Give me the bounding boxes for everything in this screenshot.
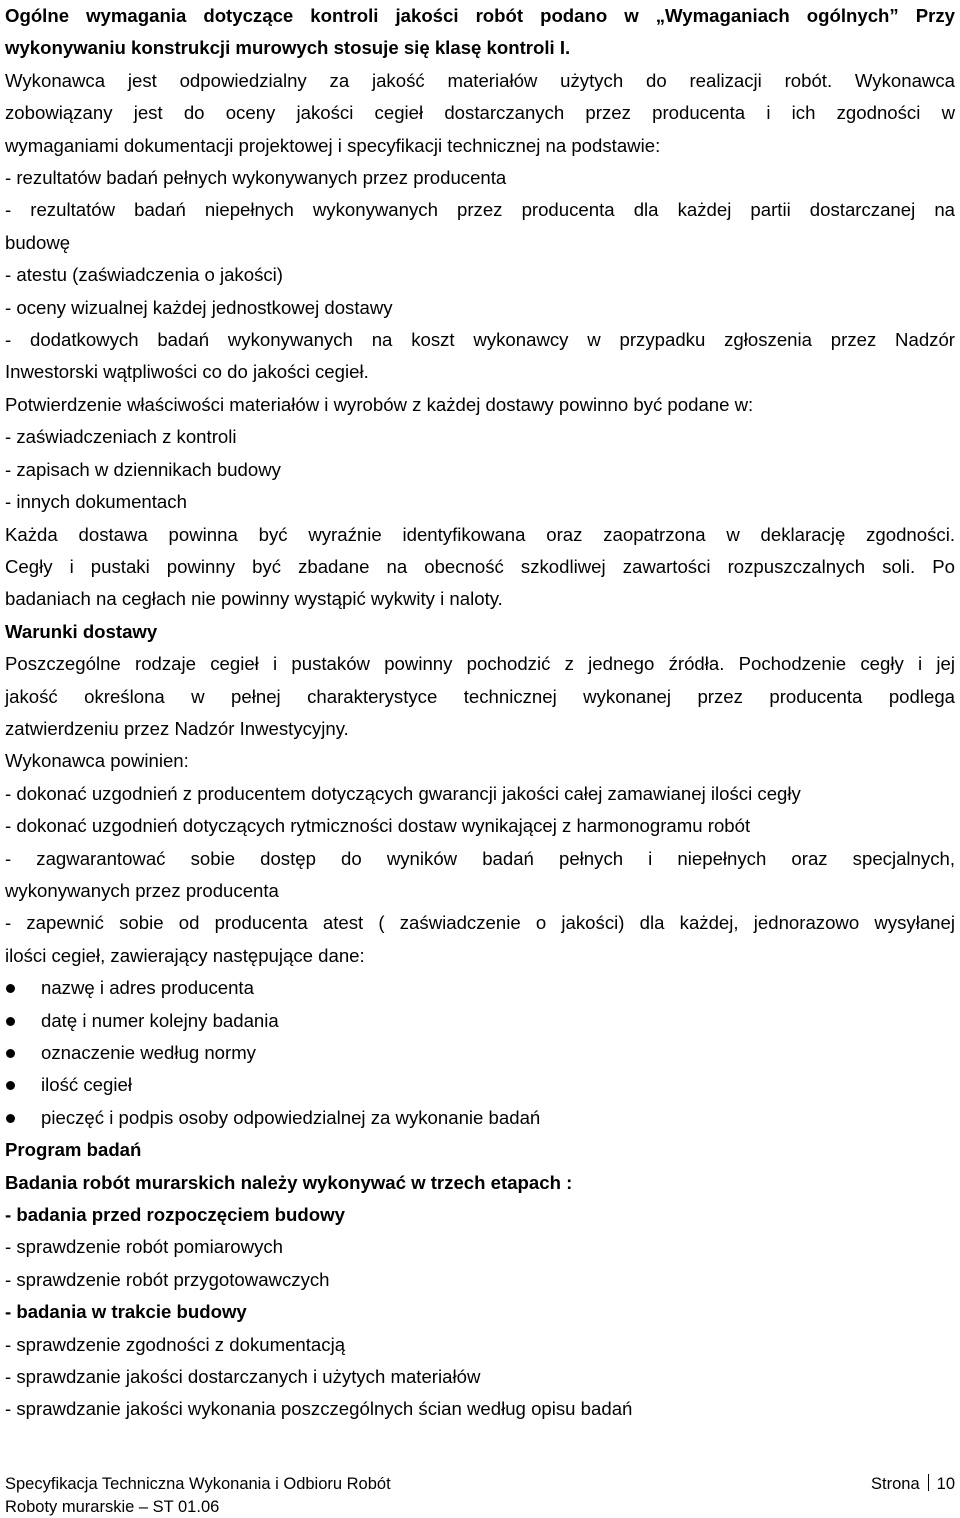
text-line: - sprawdzanie jakości wykonania poszczególnych ścian według opisu badań: [5, 1393, 955, 1425]
document-body: [5, 0, 955, 1426]
section-heading: - badania w trakcie budowy: [5, 1296, 955, 1328]
text-line: - zapewnić sobie od producenta atest ( zaświadczenie o jakości) dla każdej, jednorazowo wysyłanej: [5, 907, 955, 939]
text-line: - oceny wizualnej każdej jednostkowej dostawy: [5, 292, 955, 324]
text-line: wykonywanych przez producenta: [5, 875, 955, 907]
text-line: ilości cegieł, zawierający następujące dane:: [5, 940, 955, 972]
text-line: - sprawdzenie robót przygotowawczych: [5, 1264, 955, 1296]
text-line: wykonywaniu konstrukcji murowych stosuje się klasę kontroli I.: [5, 32, 955, 64]
bullet-text: oznaczenie według normy: [41, 1042, 256, 1063]
footer-title: Specyfikacja Techniczna Wykonania i Odbioru Robót: [5, 1473, 391, 1496]
bullet-icon: [6, 1017, 15, 1026]
page-label: Strona: [871, 1473, 920, 1496]
text-line: - atestu (zaświadczenia o jakości): [5, 259, 955, 291]
bullet-icon: [6, 984, 15, 993]
text-line: - sprawdzanie jakości dostarczanych i użytych materiałów: [5, 1361, 955, 1393]
text-line: - dokonać uzgodnień dotyczących rytmiczności dostaw wynikającej z harmonogramu robót: [5, 810, 955, 842]
document-text: [5, 0, 955, 972]
text-line: Potwierdzenie właściwości materiałów i wyrobów z każdej dostawy powinno być podane w:: [5, 389, 955, 421]
text-line: - dokonać uzgodnień z producentem dotyczących gwarancji jakości całej zamawianej ilości cegły: [5, 778, 955, 810]
text-line: badaniach na cegłach nie powinny wystąpić wykwity i naloty.: [5, 583, 955, 615]
bullet-text: ilość cegieł: [41, 1074, 132, 1095]
text-line: - innych dokumentach: [5, 486, 955, 518]
text-line: - zaświadczeniach z kontroli: [5, 421, 955, 453]
text-line: Każda dostawa powinna być wyraźnie identyfikowana oraz zaopatrzona w deklarację zgodności.: [5, 519, 955, 551]
section-heading: Program badań: [5, 1134, 955, 1166]
text-line: zatwierdzeniu przez Nadzór Inwestycyjny.: [5, 713, 955, 745]
bullet-item: [5, 1102, 955, 1134]
section-heading: - badania przed rozpoczęciem budowy: [5, 1199, 955, 1231]
text-line: - rezultatów badań niepełnych wykonywanych przez producenta dla każdej partii dostarczanej na: [5, 194, 955, 226]
bullet-item: [5, 1037, 955, 1069]
text-line: zobowiązany jest do oceny jakości cegieł dostarczanych przez producenta i ich zgodności w: [5, 97, 955, 129]
text-line: wymaganiami dokumentacji projektowej i specyfikacji technicznej na podstawie:: [5, 130, 955, 162]
text-line: Warunki dostawy: [5, 616, 955, 648]
page-number: 10: [937, 1473, 955, 1496]
bullet-icon: [6, 1049, 15, 1058]
bullet-item: [5, 1005, 955, 1037]
text-line: Cegły i pustaki powinny być zbadane na obecność szkodliwej zawartości rozpuszczalnych soli. Po: [5, 551, 955, 583]
bullet-text: datę i numer kolejny badania: [41, 1010, 279, 1031]
bullet-item: [5, 972, 955, 1004]
bullet-list: [5, 972, 955, 1134]
bullet-icon: [6, 1114, 15, 1123]
bullet-item: [5, 1069, 955, 1101]
page-footer: [5, 1472, 955, 1518]
text-line: - rezultatów badań pełnych wykonywanych przez producenta: [5, 162, 955, 194]
text-line: Wykonawca powinien:: [5, 745, 955, 777]
text-line: jakość określona w pełnej charakterystyce technicznej wykonanej przez producenta podlega: [5, 681, 955, 713]
bullet-text: pieczęć i podpis osoby odpowiedzialnej za wykonanie badań: [41, 1107, 540, 1128]
page-separator: [928, 1474, 929, 1491]
bullet-icon: [6, 1081, 15, 1090]
text-line: Inwestorski wątpliwości co do jakości cegieł.: [5, 356, 955, 388]
text-line: - sprawdzenie zgodności z dokumentacją: [5, 1329, 955, 1361]
test-program-section: [5, 1134, 955, 1426]
text-line: Wykonawca jest odpowiedzialny za jakość materiałów użytych do realizacji robót. Wykonawca: [5, 65, 955, 97]
bullet-text: nazwę i adres producenta: [41, 977, 254, 998]
section-heading: Badania robót murarskich należy wykonywać w trzech etapach :: [5, 1167, 955, 1199]
text-line: Poszczególne rodzaje cegieł i pustaków powinny pochodzić z jednego źródła. Pochodzenie cegły i jej: [5, 648, 955, 680]
text-line: budowę: [5, 227, 955, 259]
text-line: - zapisach w dziennikach budowy: [5, 454, 955, 486]
page-number-block: [871, 1472, 955, 1496]
text-line: - zagwarantować sobie dostęp do wyników badań pełnych i niepełnych oraz specjalnych,: [5, 843, 955, 875]
text-line: - sprawdzenie robót pomiarowych: [5, 1231, 955, 1263]
text-line: - dodatkowych badań wykonywanych na koszt wykonawcy w przypadku zgłoszenia przez Nadzór: [5, 324, 955, 356]
text-line: Ogólne wymagania dotyczące kontroli jakości robót podano w „Wymaganiach ogólnych” Przy: [5, 0, 955, 32]
footer-subtitle: Roboty murarskie – ST 01.06: [5, 1496, 955, 1518]
